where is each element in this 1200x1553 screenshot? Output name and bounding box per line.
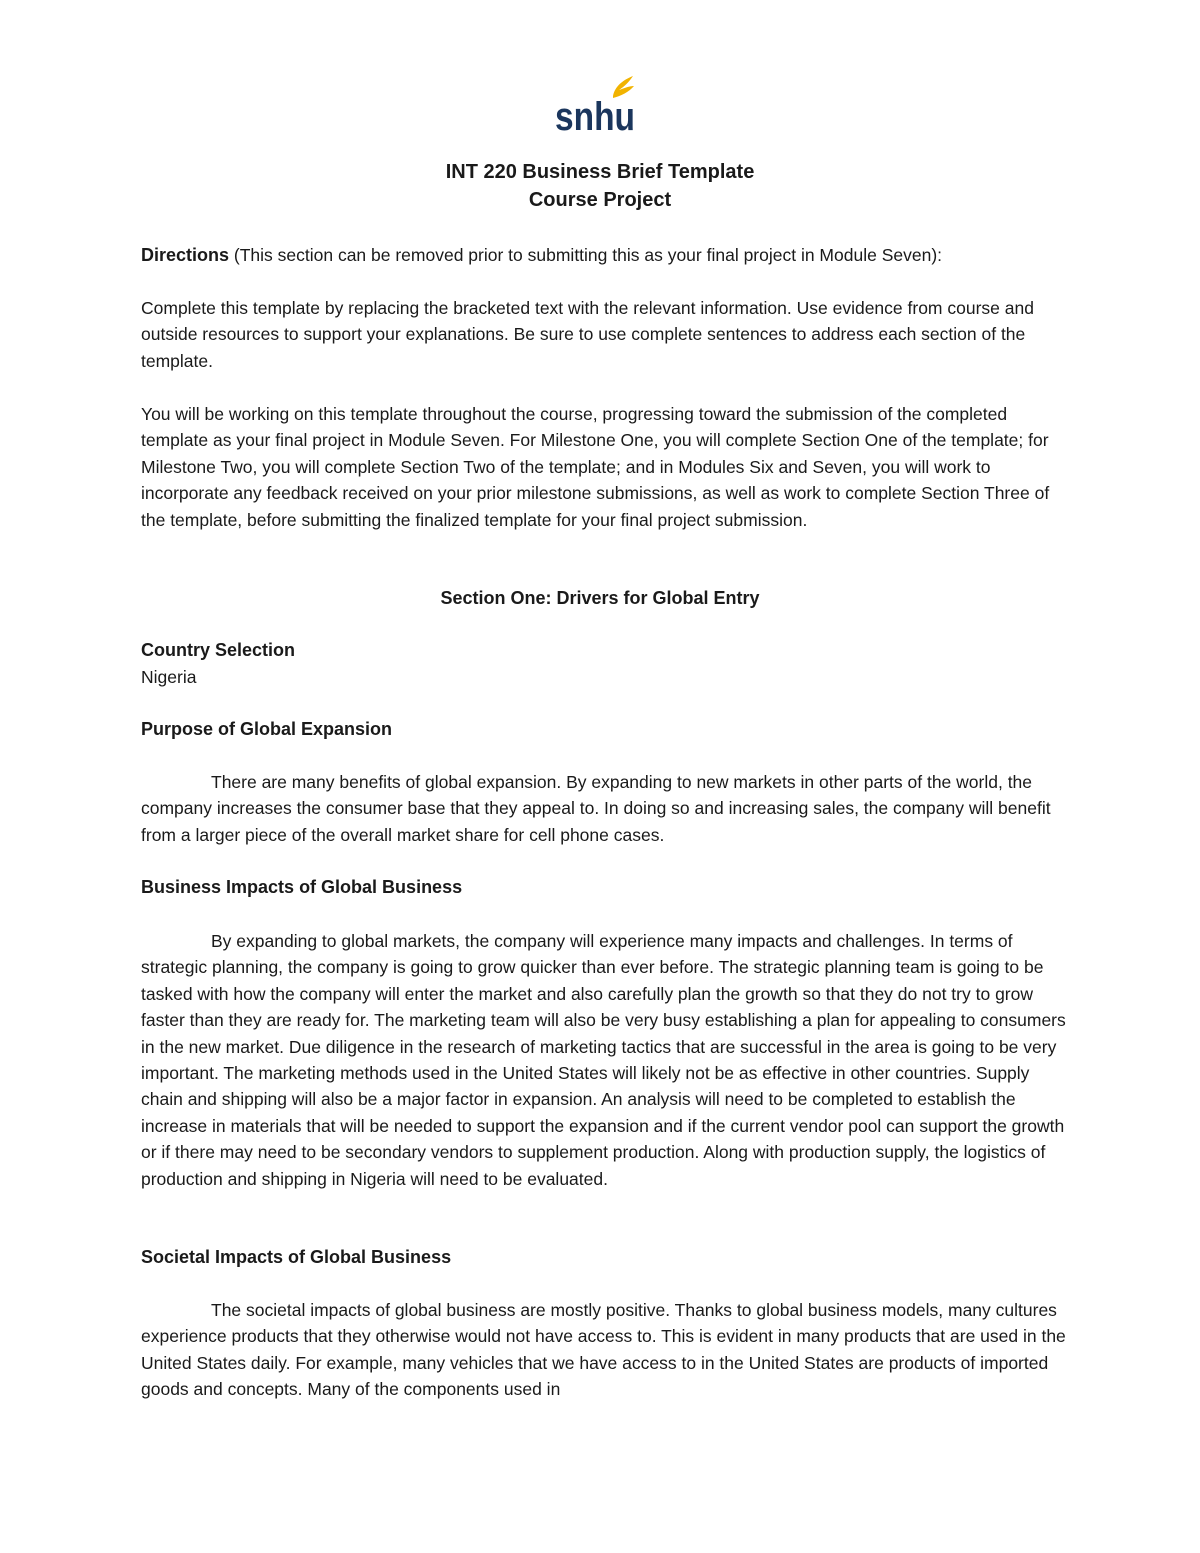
directions-line [141,242,1071,268]
business-impacts-paragraph: By expanding to global markets, the company will experience many impacts and challenges. In terms of strategic planning, the company is going to grow quicker than ever before. The strategic planning team is going to be tasked with how the company will enter the market and also carefully plan the growth so that they do not try to grow faster than they are ready for. The marketing team will also be very busy establishing a plan for appealing to consumers in the new market. Due diligence in the research of marketing tactics that are successful in the area is going to be very important. The marketing methods used in the United States will likely not be as effective in other countries. Supply chain and shipping will also be a major factor in expansion. An analysis will need to be completed to establish the increase in materials that will be needed to support the expansion and if the current vendor pool can support the growth or if there may need to be secondary vendors to supplement production. Along with production supply, the logistics of production and shipping in Nigeria will need to be evaluated. [141,931,1066,1189]
purpose-heading: Purpose of Global Expansion [141,719,393,739]
directions-label: Directions [141,245,230,265]
document-subtitle: Course Project [528,189,672,211]
directions-paragraph-2: You will be working on this template throughout the course, progressing toward the submission of the completed template as your final project in Module Seven. For Milestone One, you will complete Section One of the template; for Milestone Two, you will complete Section Two of the template; and in Modules Six and Seven, you will work to incorporate any feedback received on your prior milestone submissions, as well as work to complete Section Three of the template, before submitting the finalized template for your final project submission. [141,404,1050,530]
purpose-paragraph: There are many benefits of global expansion. By expanding to new markets in other parts of the world, the company increases the consumer base that they appeal to. In doing so and increasing sales, the company will benefit from a larger piece of the overall market share for cell phone cases. [141,772,1051,845]
svg-text:snhu: snhu [555,95,635,139]
document-title: INT 220 Business Brief Template [445,161,755,183]
directions-paragraph-1: Complete this template by replacing the bracketed text with the relevant information. Use evidence from course and outside resources to support your explanations. Be sure to use complete sentences to address each section of the template. [141,298,1034,371]
country-selection-heading: Country Selection [141,640,296,660]
societal-impacts-paragraph: The societal impacts of global business are mostly positive. Thanks to global business models, many cultures experience products that they otherwise would not have access to. This is evident in many products that are used in the United States daily. For example, many vehicles that we have access to in the United States are products of imported goods and concepts. Many of the components used in [141,1300,1066,1400]
section-one-title: Section One: Drivers for Global Entry [440,588,760,608]
country-selection-value: Nigeria [141,667,197,687]
directions-note: (This section can be removed prior to submitting this as your final project in Module Seven): [229,245,943,265]
business-impacts-heading: Business Impacts of Global Business [141,877,463,897]
snhu-logo [555,74,639,139]
societal-impacts-heading: Societal Impacts of Global Business [141,1247,452,1267]
